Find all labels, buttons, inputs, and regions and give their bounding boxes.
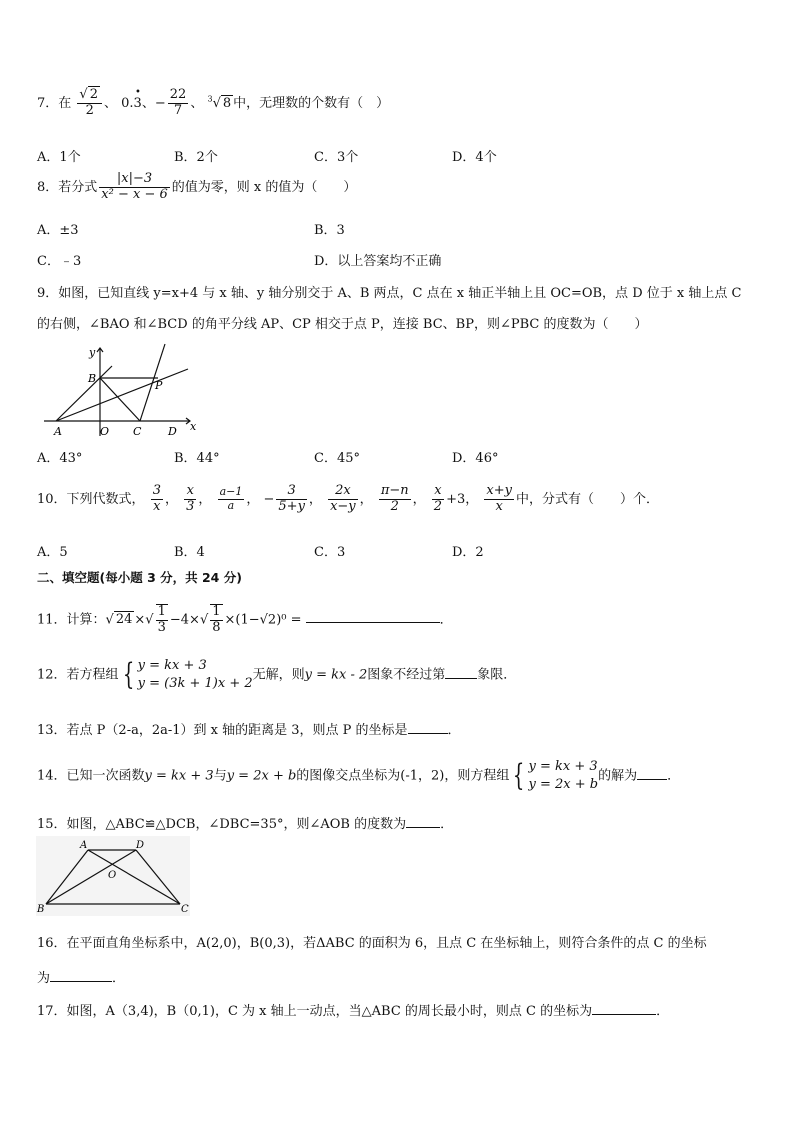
q9-label-a: A [54,425,62,438]
q10-frac-7: $\frac{x}{2}$ [433,483,443,514]
q7-line: 7．在 $\frac{√ 2}{2}$ 、 0.3 • 、− $\frac{22}{7}$ 、 $^3$√ 8 中，无理数的个数有（ ） [37,86,390,118]
q9-line-bc [100,378,140,421]
q10-frac-5: $\frac{2x}{x-y}$ [330,483,356,514]
q15-label-c: C [181,904,189,915]
q15-line: 15．如图，△ABC≌△DCB，∠DBC=35°，则∠AOB 的度数为 ． [37,817,454,832]
q9-line-ap [56,369,188,421]
q9-line-2: 的右侧，∠BAO 和∠BCD 的角平分线 AP、CP 相交于点 P，连接 BC、BP，则∠PBC 的度数为（ ） [37,317,648,332]
q10-frac-6: $\frac{\pi-n}{2}$ [380,483,409,514]
q10-frac-4: $\frac{3}{5+y}$ [278,483,305,514]
q7-option-d: D．4个 [452,150,497,165]
q9-label-b: B [88,372,97,385]
q9-option-c: C．45° [314,451,360,466]
q10-line: 10．下列代数式， $\frac{3}{x}$ ， $\frac{x}{3}$ ， $\frac{a-1}{a}$ ， − $\frac{3}{5+y}$ ， $\frac{2x}{x-y}$ ， $\frac{\pi-n}{2}$ ， $\frac{x}{2}$ +3， $\frac{x+y}{x}$ 中，分式有（ ）个． [37,483,659,514]
q9-line-ab [56,366,112,421]
q7-option-c: C．3个 [314,150,359,165]
q7-option-a: A．1个 [37,150,81,165]
q17-answer-blank[interactable] [592,1002,656,1015]
q15-figure [36,836,190,916]
q9-label-p: P [155,379,163,392]
q15-label-b: B [37,904,45,915]
q8-option-c: C．﹣3 [37,254,82,269]
q7-repeating-decimal: 0.3 • [121,86,142,111]
q14-line: 14．已知一次函数y = kx + 3与y = 2x + b的图像交点坐标为(-1，2)，则方程组 { y = kx + 3 y = 2x + b 的解为 ． [37,758,681,793]
q11-frac-1-8: $\frac{1}{8}$ [212,604,221,635]
q9-label-d: D [168,425,177,438]
q13-answer-blank[interactable] [408,721,448,734]
q10-frac-8: $\frac{x+y}{x}$ [486,483,512,514]
q13-line: 13．若点 P（2-a，2a-1）到 x 轴的距离是 3，则点 P 的坐标是 ． [37,723,461,738]
q8-fraction: $\frac{|x|-3}{\text{x² − x − 6}}$ [101,171,168,202]
q12-line: 12．若方程组 { y = kx + 3 y = (3k + 1)x + 2 无解，则y = kx - 2图象不经过第 象限． [37,657,517,692]
q9-figure [40,342,200,438]
q10-frac-2: $\frac{x}{3}$ [186,483,195,514]
q10-frac-1: $\frac{3}{x}$ [152,483,161,514]
q7-cube-root: $^3$√ 8 [207,94,232,111]
q14-system: y = kx + 3 y = 2x + b [528,759,599,792]
q15-label-o: O [108,870,117,881]
q7-frac-22-7: $\frac{22}{7}$ [169,87,187,118]
q9-option-a: A．43° [37,451,83,466]
q10-option-d: D．2 [452,545,484,560]
q8-option-d: D．以上答案均不正确 [314,254,442,269]
q15-label-d: D [136,840,145,851]
q11-line: 11．计算：√ 24 ×√ $\frac{1}{3}$ −4×√ $\frac{1}{8}$ ×(1−√2)⁰ = ． [37,604,453,635]
q9-label-o: O [100,425,110,438]
q9-label-c: C [133,425,142,438]
q8-option-a: A．±3 [37,223,79,238]
q7-frac-sqrt2-over-2: $\frac{√ 2}{2}$ [77,88,102,119]
q17-line: 17．如图，A（3,4)，B（0,1)，C 为 x 轴上一动点，当△ABC 的周长最小时，则点 C 的坐标为 ． [37,1004,670,1019]
q8-option-b: B．3 [314,223,345,238]
q15-answer-blank[interactable] [406,815,440,828]
q16-answer-blank[interactable] [50,969,112,982]
q11-frac-1-3: $\frac{1}{3}$ [157,604,166,635]
q12-answer-blank[interactable] [445,666,477,679]
q12-system: y = kx + 3 y = (3k + 1)x + 2 [137,658,253,691]
q9-option-b: B．44° [174,451,220,466]
q7-option-b: B．2个 [174,150,218,165]
q9-line-1: 9．如图，已知直线 y=x+4 与 x 轴、y 轴分别交于 A、B 两点，C 点在 x 轴正半轴上且 OC=OB，点 D 位于 x 轴上点 C [37,286,742,301]
q10-option-c: C．3 [314,545,346,560]
q14-answer-blank[interactable] [637,767,667,780]
q15-label-a: A [80,840,88,851]
q8-line: 8．若分式 $\frac{|x|-3}{\text{x² − x − 6}}$ 的值为零，则 x 的值为（ ） [37,171,357,202]
q9-label-x: x [190,420,197,433]
q10-frac-3: $\frac{a-1}{a}$ [219,485,243,512]
q11-answer-blank[interactable] [306,610,440,623]
q9-label-y: y [89,346,96,359]
q14-brace: { [513,758,525,793]
q10-option-a: A．5 [37,545,68,560]
q10-option-b: B．4 [174,545,205,560]
section-2-heading: 二、填空题(每小题 3 分，共 24 分) [37,570,242,585]
q16-line-2: 为 ． [37,971,126,986]
q16-line-1: 16．在平面直角坐标系中，A(2,0)，B(0,3)，若ΔABC 的面积为 6，且点 C 在坐标轴上，则符合条件的点 C 的坐标 [37,936,707,951]
q12-brace: { [122,657,134,692]
q9-option-d: D．46° [452,451,499,466]
